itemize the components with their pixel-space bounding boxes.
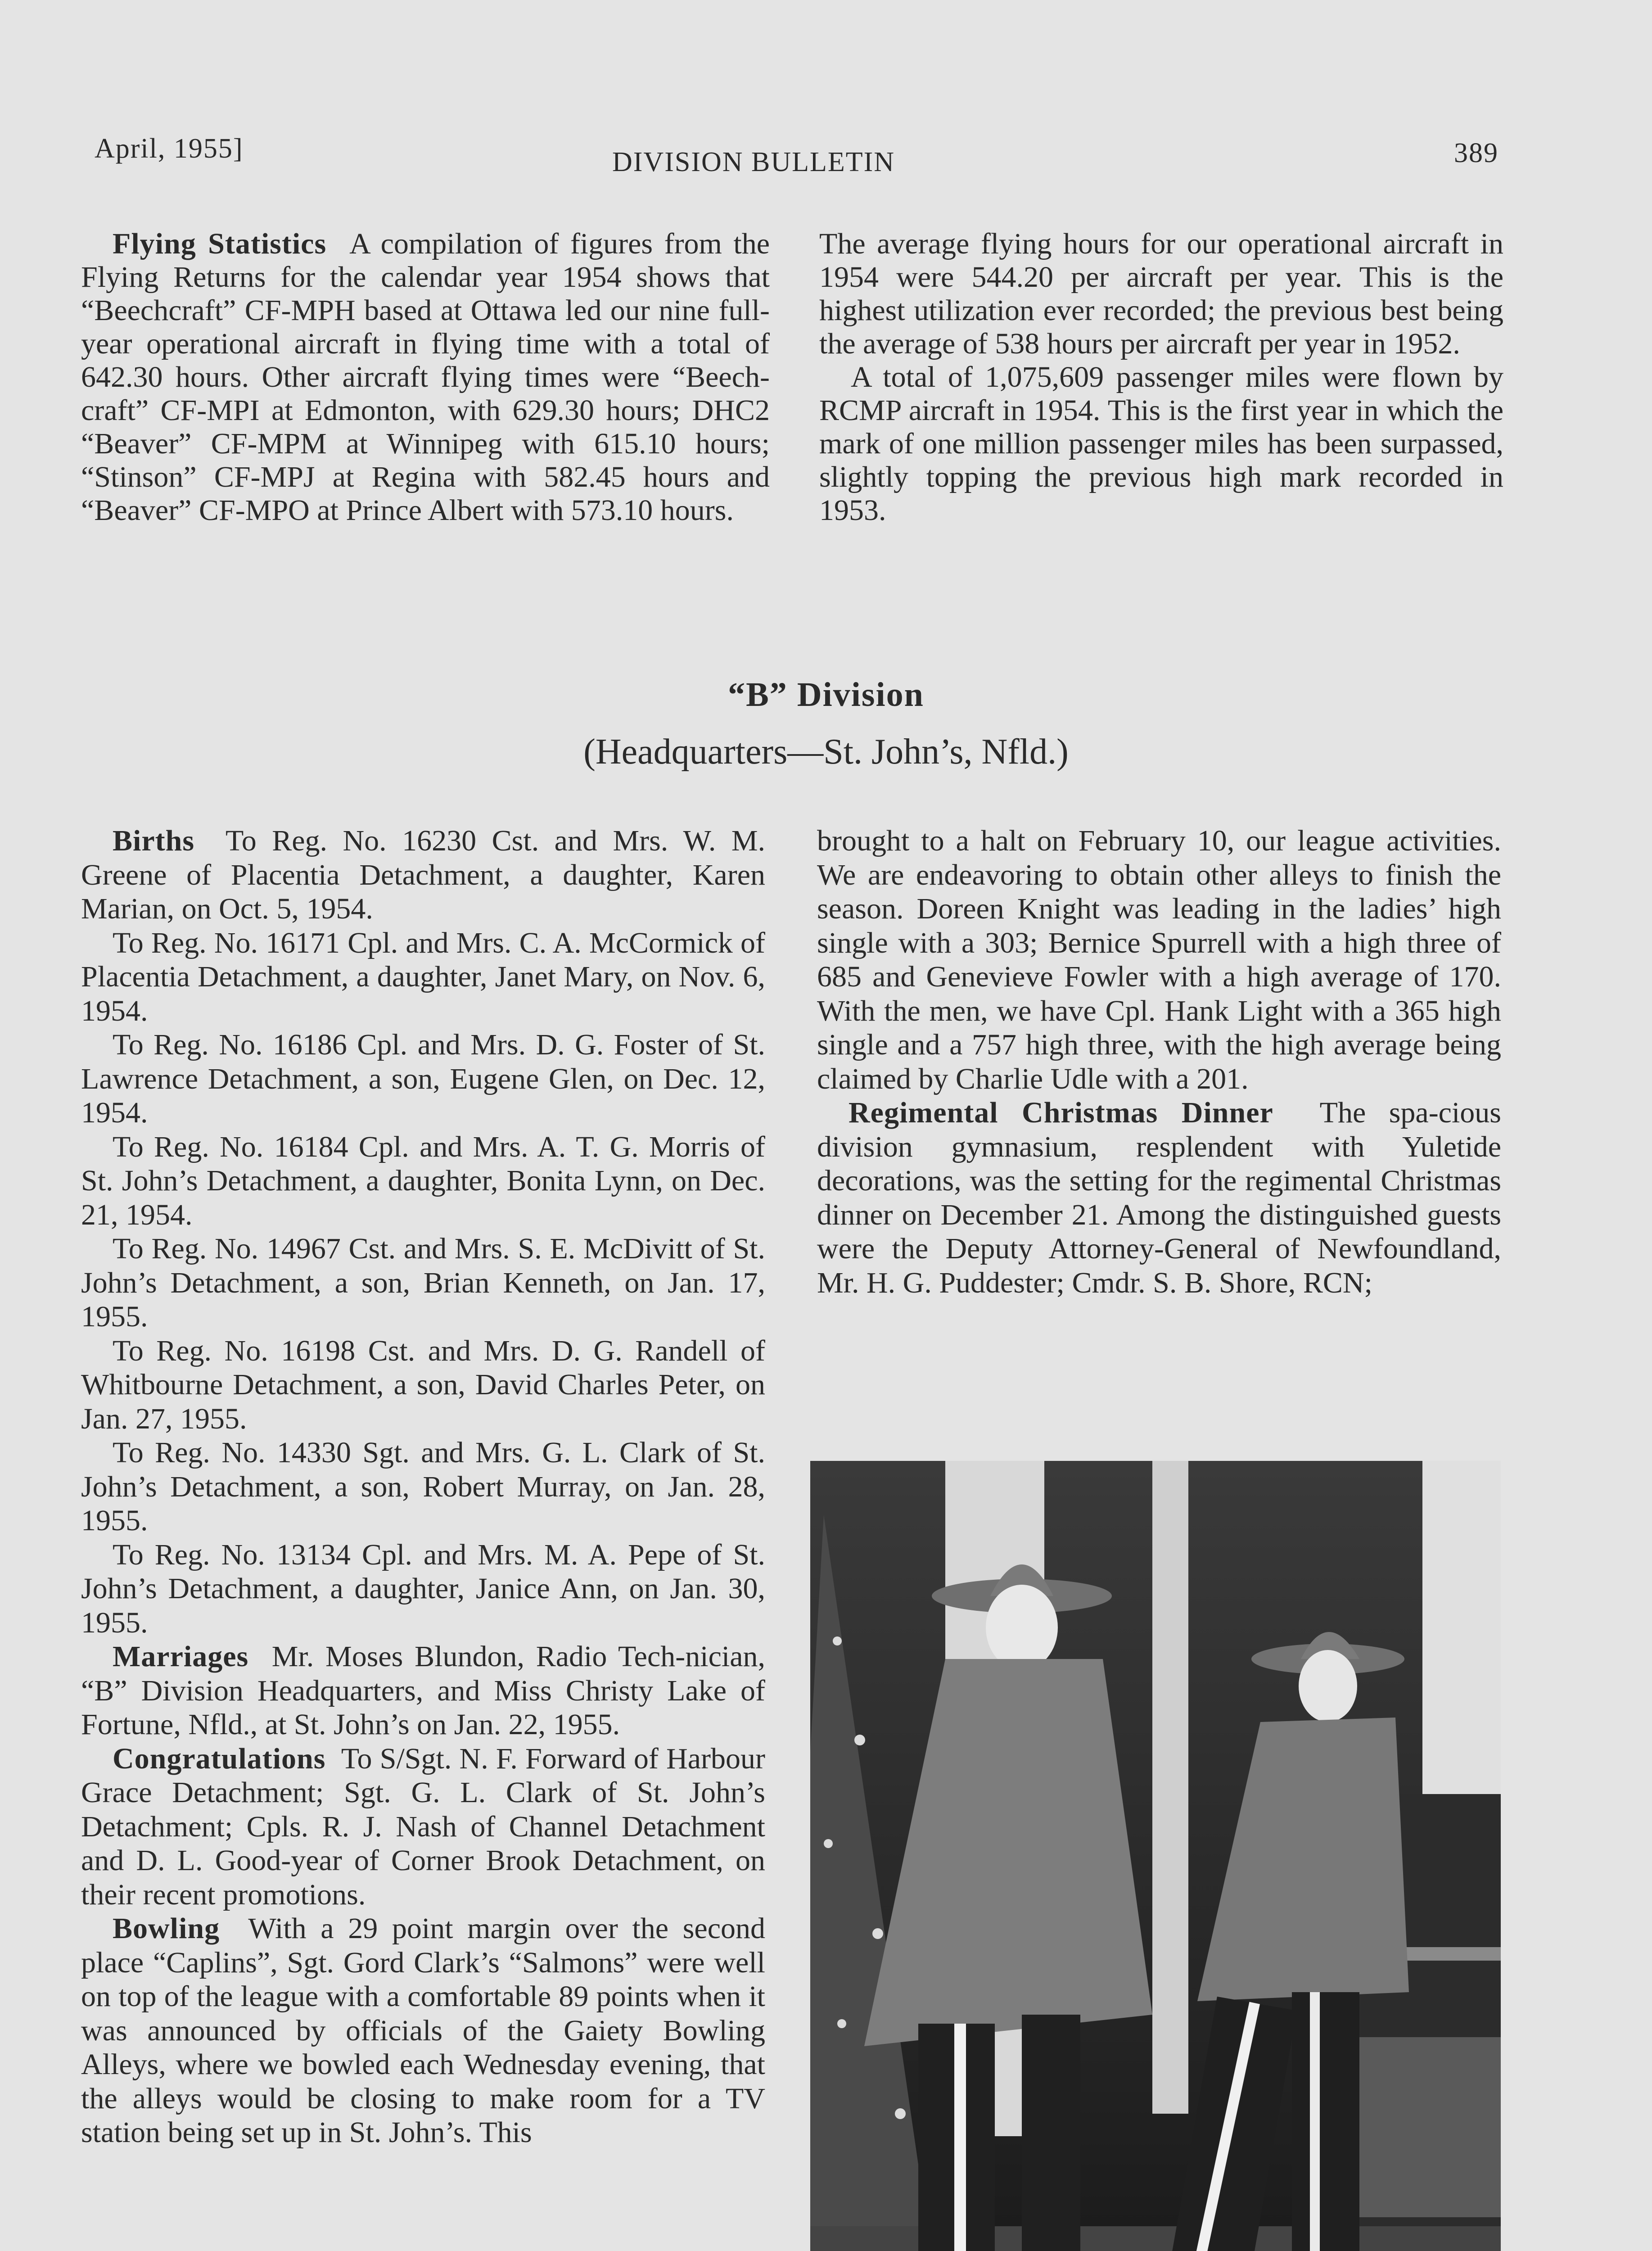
- congratulations-heading: Congratulations: [113, 1742, 326, 1775]
- marriages-heading: Marriages: [113, 1640, 249, 1673]
- birth-entry: To Reg. No. 16198 Cst. and Mrs. D. G. Randell of Whitbourne Detachment, a son, David Charles Peter, on Jan. 27, 1955.: [81, 1334, 765, 1435]
- flying-statistics-left: [81, 227, 770, 527]
- flying-statistics-heading: Flying Statistics: [113, 227, 327, 260]
- flying-statistics-text: A compilation of figures from the Flying Returns for the calendar year 1954 shows that “Beechcraft” CF-MPH based at Ottawa led our nine full-year operational aircraft in flying time with a total of 642.30 hours. Other aircraft flying times were “Beech-craft” CF-MPI at Edmonton, with 629.30 hours; DHC2 “Beaver” CF-MPM at Winnipeg with 615.10 hours; “Stinson” CF-MPJ at Regina with 582.45 hours and “Beaver” CF-MPO at Prince Albert with 573.10 hours.: [81, 227, 770, 527]
- publication-title: DIVISION BULLETIN: [612, 147, 895, 177]
- division-news-left: [81, 824, 765, 2150]
- birth-entry: To Reg. No. 16171 Cpl. and Mrs. C. A. McCormick of Placentia Detachment, a daughter, Janet Mary, on Nov. 6, 1954.: [81, 926, 765, 1027]
- bowling-text: With a 29 point margin over the second place “Caplins”, Sgt. Gord Clark’s “Salmons” were well on top of the league with a comfortable 89 points when it was announced by officials of the Gaiety Bowling Alleys, where we bowled each Wednesday evening, that the alleys would be closing to make room for a TV station being set up in St. John’s. This: [81, 1912, 765, 2149]
- skit-photograph: [810, 1461, 1501, 2251]
- section-title: “B” Division: [728, 676, 924, 714]
- section-subtitle: (Headquarters—St. John’s, Nfld.): [583, 732, 1069, 772]
- birth-entry: To Reg. No. 16186 Cpl. and Mrs. D. G. Foster of St. Lawrence Detachment, a son, Eugene Glen, on Dec. 12, 1954.: [81, 1028, 765, 1129]
- flying-statistics-right: [819, 227, 1503, 527]
- bowling-continued-text: brought to a halt on February 10, our league activities. We are endeavoring to obtain other alleys to finish the season. Doreen Knight was leading in the ladies’ high single with a 303; Bernice Spurrell with a high three of 685 and Genevieve Fowler with a high average of 170. With the men, we have Cpl. Hank Light with a 365 high single and a 757 high three, with the high average being claimed by Charlie Udle with a 201.: [817, 824, 1501, 1095]
- skit-photo-illustration: [810, 1461, 1501, 2251]
- flying-passenger-paragraph: A total of 1,075,609 passenger miles were flown by RCMP aircraft in 1954. This is the first year in which the mark of one million passenger miles has been surpassed, slightly topping the previous high mark recorded in 1953.: [819, 361, 1503, 527]
- page-number: 389: [1454, 138, 1499, 168]
- birth-entry: To Reg. No. 13134 Cpl. and Mrs. M. A. Pepe of St. John’s Detachment, a daughter, Janice Ann, on Jan. 30, 1955.: [81, 1538, 765, 1639]
- division-news-right: [817, 824, 1501, 1300]
- congratulations-text: To S/Sgt. N. F. Forward of Harbour Grace Detachment; Sgt. G. L. Clark of St. John’s Detachment; Cpls. R. J. Nash of Channel Detachment and D. L. Good-year of Corner Brook Detachment, on their recent promotions.: [81, 1742, 766, 1911]
- marriages-text: Mr. Moses Blundon, Radio Tech-nician, “B” Division Headquarters, and Miss Christy Lake of Fortune, Nfld., at St. John’s on Jan. 22, 1955.: [81, 1640, 765, 1741]
- birth-entry: To Reg. No. 16184 Cpl. and Mrs. A. T. G. Morris of St. John’s Detachment, a daughter, Bonita Lynn, on Dec. 21, 1954.: [81, 1130, 765, 1231]
- flying-average-paragraph: The average flying hours for our operational aircraft in 1954 were 544.20 per aircraft per year. This is the highest utilization ever recorded; the previous best being the average of 538 hours per aircraft per year in 1952.: [819, 227, 1503, 360]
- birth-entry: To Reg. No. 14330 Sgt. and Mrs. G. L. Clark of St. John’s Detachment, a son, Robert Murray, on Jan. 28, 1955.: [81, 1436, 765, 1537]
- christmas-dinner-text: The spa-cious division gymnasium, resplendent with Yuletide decorations, was the setting for the regimental Christmas dinner on December 21. Among the distinguished guests were the Deputy Attorney-General of Newfoundland, Mr. H. G. Puddester; Cmdr. S. B. Shore, RCN;: [817, 1096, 1501, 1299]
- issue-date: April, 1955]: [95, 133, 244, 164]
- christmas-dinner-heading: Regimental Christmas Dinner: [849, 1096, 1273, 1129]
- births-heading: Births: [113, 824, 195, 857]
- birth-entry: To Reg. No. 14967 Cst. and Mrs. S. E. McDivitt of St. John’s Detachment, a son, Brian Kenneth, on Jan. 17, 1955.: [81, 1232, 765, 1333]
- bowling-heading: Bowling: [113, 1912, 220, 1945]
- birth-entry: To Reg. No. 16230 Cst. and Mrs. W. M. Greene of Placentia Detachment, a daughter, Karen Marian, on Oct. 5, 1954.: [81, 824, 766, 925]
